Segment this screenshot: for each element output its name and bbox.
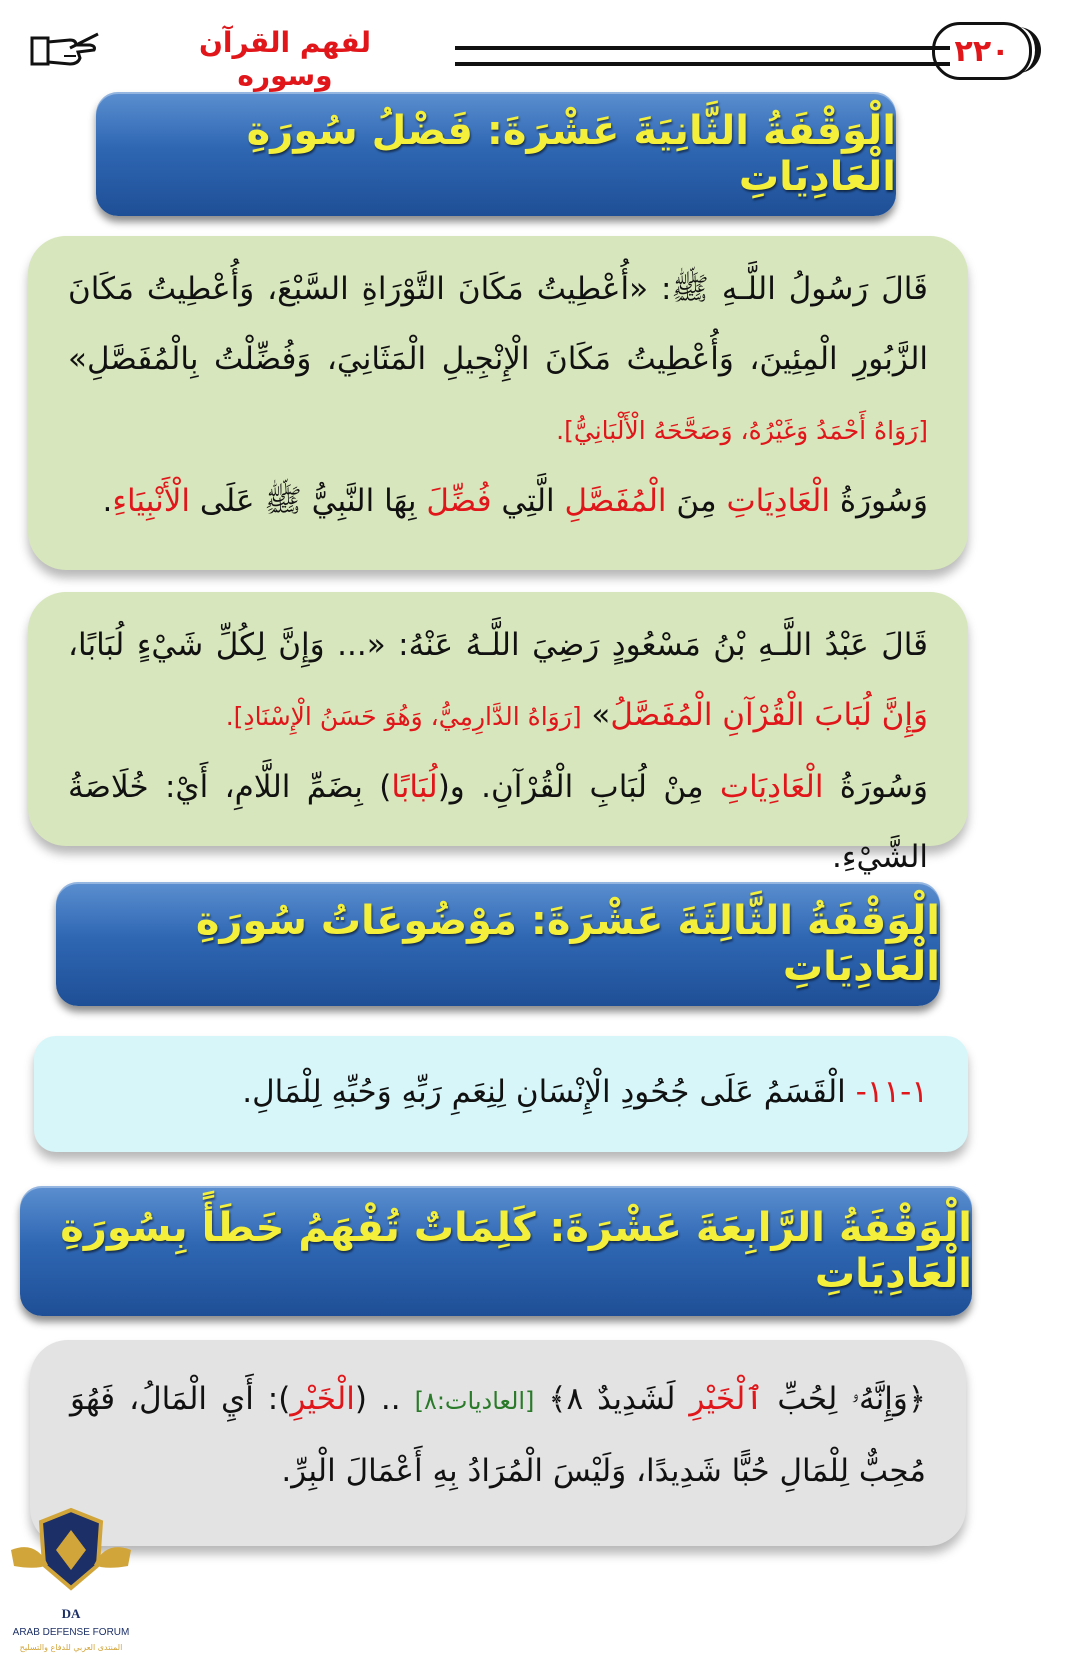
logo-abbr: DA: [61, 1606, 81, 1621]
note-1-part-g: بِهَا النَّبِيُّ ﷺ عَلَى: [190, 483, 427, 519]
section-banner-14: [20, 1186, 972, 1316]
section-banner-12: [96, 92, 896, 216]
topics-panel: [34, 1036, 968, 1152]
running-title: لفهم القرآن وسوره: [198, 26, 372, 92]
hadith-2-note: [68, 752, 928, 892]
note-1-surah: الْعَادِيَاتِ: [726, 483, 830, 519]
topic-item: [74, 1062, 928, 1122]
verse-reference: [العاديات:٨]: [414, 1387, 535, 1415]
hadith-1-citation: [رَوَاهُ أَحْمَدُ وَغَيْرُهُ، وَصَحَّحَهُ الْأَلْبَانِيُّ].: [556, 416, 928, 445]
header-rule: [455, 46, 950, 66]
hadith-1-text: [68, 254, 928, 466]
section-banner-13: [56, 882, 940, 1006]
hadith-1-quote: قَالَ رَسُولُ اللَّـهِ ﷺ: «أُعْطِيتُ مَكَانَ التَّوْرَاةِ السَّبْعَ، وَأُعْطِيتُ مَكَانَ الزَّبُورِ الْمِئِينَ، وَأُعْطِيتُ مَكَانَ الْإِنْجِيلِ الْمَثَانِيَ، وَفُضِّلْتُ بِالْمُفَصَّلِ»: [68, 271, 928, 377]
note-1-part-a: وَسُورَةُ: [829, 483, 928, 519]
note-1-mufassal: الْمُفَصَّلِ: [564, 483, 667, 519]
word-panel: [30, 1340, 966, 1546]
note-1-part-c: مِنَ: [666, 483, 727, 519]
hand-pen-icon: [30, 28, 100, 72]
topic-number: ١-١١-: [855, 1074, 928, 1110]
banner-title-12: الْوَقْفَةُ الثَّانِيَةَ عَشْرَةَ: فَضْلُ سُورَةِ الْعَادِيَاتِ: [246, 108, 896, 200]
banner-title-13: الْوَقْفَةُ الثَّالِثَةَ عَشْرَةَ: مَوْضُوعَاتُ سُورَةِ الْعَادِيَاتِ: [195, 898, 940, 990]
note-2-lubaban: لُبَابًا: [391, 769, 438, 805]
page-header: [0, 0, 1080, 90]
word-explanation: [70, 1364, 926, 1506]
hadith-2-quote-red: وَإِنَّ لُبَابَ الْقُرْآنِ الْمُفَصَّلُ: [610, 697, 928, 733]
hadith-1-note: [68, 466, 928, 536]
page-number: ٢٢٠: [932, 22, 1032, 80]
note-2-part-a: وَسُورَةُ: [823, 769, 928, 805]
hadith-2-citation: [رَوَاهُ الدَّارِمِيُّ، وَهُوَ حَسَنُ الْإِسْنَادِ].: [225, 702, 582, 731]
topic-text: الْقَسَمُ عَلَى جُحُودِ الْإِنْسَانِ لِنِعَمِ رَبِّهِ وَحُبِّهِ لِلْمَالِ.: [242, 1074, 856, 1110]
note-2-surah: الْعَادِيَاتِ: [719, 769, 824, 805]
logo-name: ARAB DEFENSE FORUM: [12, 1627, 130, 1638]
word-explanation-text: ): أَيِ الْمَالُ، فَهُوَ مُحِبٌّ لِلْمَالِ حُبًّا شَدِيدًا، وَلَيْسَ الْمُرَادُ بِهِ أَعْمَالَ الْبِرِّ.: [70, 1381, 926, 1489]
note-1-fuddila: فُضِّلَ: [426, 483, 492, 519]
verse-part-b: لَشَدِيدٌ ٨﴾: [534, 1381, 690, 1417]
word-khayr: الْخَيْرِ: [290, 1381, 355, 1417]
banner-title-14: الْوَقْفَةُ الرَّابِعَةَ عَشْرَةَ: كَلِمَاتٌ تُفْهَمُ خَطَأً بِسُورَةِ الْعَادِيَاتِ: [60, 1205, 972, 1297]
hadith-2-quote-end: »: [581, 697, 611, 733]
hadith-panel-1: [28, 236, 968, 570]
hadith-2-intro: قَالَ عَبْدُ اللَّـهِ بْنُ مَسْعُودٍ رَضِيَ اللَّـهُ عَنْهُ: «... وَإِنَّ لِكُلِّ شَيْءٍ لُبَابًا،: [68, 627, 928, 663]
verse-khayr: ٱلْخَيْرِ: [689, 1381, 764, 1417]
note-2-part-e: ) بِضَمِّ اللَّامِ، أَيْ: خُلَاصَةُ الشَّيْءِ.: [68, 769, 928, 875]
note-2-part-c: مِنْ لُبَابِ الْقُرْآنِ. و(: [437, 769, 720, 805]
verse-part-a: ﴿وَإِنَّهُۥ لِحُبِّ: [763, 1381, 926, 1417]
note-1-anbiya: الْأَنْبِيَاءِ: [112, 483, 191, 519]
note-1-end: .: [102, 483, 113, 519]
logo-arabic: المنتدى العربي للدفاع والتسليح: [19, 1643, 123, 1652]
note-1-part-e: الَّتِي: [491, 483, 565, 519]
eagle-shield-icon: [6, 1470, 136, 1670]
hadith-2-text: [68, 610, 928, 752]
hadith-panel-2: [28, 592, 968, 875]
verse-separator: .. (: [354, 1381, 415, 1417]
